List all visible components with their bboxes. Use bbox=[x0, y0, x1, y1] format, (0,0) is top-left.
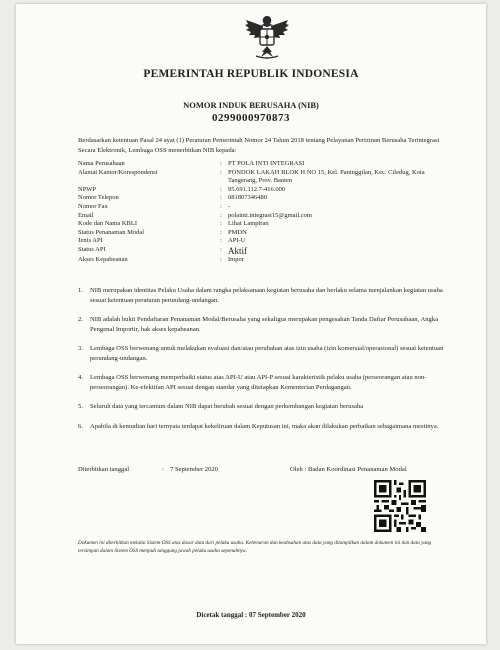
field-label: Nomor Fax bbox=[78, 202, 108, 210]
field-label: Akses Kepabeanan bbox=[78, 255, 128, 263]
field-label: NPWP bbox=[78, 185, 97, 193]
field-npwp: NPWP : 95.691.112.7-416.000 bbox=[78, 186, 448, 195]
field-label: Alamat Kantor/Korespondensi bbox=[78, 168, 158, 176]
garuda-emblem-icon bbox=[242, 12, 292, 62]
field-fax: Nomor Fax : - bbox=[78, 203, 448, 212]
field-customs-access: Akses Kepabeanan : Impor bbox=[78, 256, 448, 265]
field-label: Email bbox=[78, 211, 94, 219]
note-item: 5. Seluruh data yang tercantum dalam NIB dapat berubah sesuai dengan perkembangan kegiatan berusaha bbox=[78, 403, 364, 410]
field-value: PONDOK LAKAH BLOK H NO 15, Kel. Paninggilan, Kec. Ciledug, Kota Tangerang, Prov. Banten bbox=[228, 168, 425, 185]
field-value: Aktif bbox=[228, 245, 247, 256]
field-label: Status Penanaman Modal bbox=[78, 228, 145, 236]
field-kbli: Kode dan Nama KBLI : Lihat Lampiran bbox=[78, 220, 448, 229]
field-value: 95.691.112.7-416.000 bbox=[228, 185, 286, 193]
intro-paragraph: Berdasarkan ketentuan Pasal 24 ayat (1) Peraturan Pemerintah Nomor 24 Tahun 2018 tentang Pelayanan Perizinan Berusaha Terintegrasi Secara Elektronik, Lembaga OSS menerbitkan NIB kepada: bbox=[78, 137, 440, 154]
field-api-type: Jenis API : API-U bbox=[78, 237, 448, 246]
note-item: 3. Lembaga OSS berwenang untuk melakukan evaluasi dan/atau perubahan atas izin usaha (izin komersial/operasional) sesuai ketentuan perundang-undangan. bbox=[78, 345, 444, 362]
field-value: Lihat Lampiran bbox=[228, 220, 269, 228]
note-item: 6. Apabila di kemudian hari ternyata terdapat kekeliruan dalam Keputusan ini, maka akan dilakukan perbaikan sebagaimana mestinya. bbox=[78, 422, 439, 430]
issued-label: Diterbitkan tanggal bbox=[78, 466, 130, 473]
nib-number: 0299000970873 bbox=[212, 112, 290, 124]
field-investment-status: Status Penanaman Modal : PMDN bbox=[78, 229, 448, 238]
printed-date: Dicetak tanggal : 07 September 2020 bbox=[196, 611, 306, 619]
field-company-name: Nama Perusahaan : PT POLA INTI INTEGRASI bbox=[78, 160, 448, 169]
note-item: 4. Lembaga OSS berwenang memperbaiki status atas API-U atau API-P sesuai karakteristik pelaku usaha (perseorangan atau non-perseorangan). Ke-efektifan API sesuai dengan standar yang ditetapkan Kementerian Perdagangan. bbox=[78, 374, 427, 391]
field-label: Status API bbox=[78, 245, 106, 253]
disclaimer-text: Dokumen ini diterbitkan melalui Sistem OSS atas dasar data dari pelaku usaha. Kebenaran dan keabsahan atas data yang ditampilkan dalam dokumen ini dan data yang tersimpan dalam Sistem OSS menjadi tanggung jawab pelaku usaha sepenuhnya. bbox=[78, 540, 432, 554]
field-api-status: Status API : Aktif bbox=[78, 246, 448, 256]
field-label: Nama Perusahaan bbox=[78, 160, 125, 167]
note-item: 1. NIB merupakan identitas Pelaku Usaha dalam rangka pelaksanaan kegiatan berusaha dan berlaku selama menjalankan kegiatan usaha sesuai ketentuan peraturan perundang-undangan. bbox=[78, 287, 443, 304]
field-address: Alamat Kantor/Korespondensi : PONDOK LAKAH BLOK H NO 15, Kel. Paninggilan, Kec. Ciledug, Kota Tangerang, Prov. Banten bbox=[78, 169, 448, 186]
field-value: polainti.integrasi15@gmail.com bbox=[228, 211, 312, 219]
notes-list bbox=[78, 286, 444, 441]
field-value: - bbox=[228, 202, 231, 210]
issued-by: Oleh : Badan Koordinasi Penanaman Modal bbox=[290, 466, 407, 473]
issued-date: 7 September 2020 bbox=[170, 466, 218, 473]
field-value: PT POLA INTI INTEGRASI bbox=[228, 160, 305, 167]
qr-code-icon bbox=[374, 480, 426, 532]
company-fields bbox=[78, 160, 448, 265]
field-email: Email : polainti.integrasi15@gmail.com bbox=[78, 212, 448, 221]
field-label: Kode dan Nama KBLI bbox=[78, 220, 138, 228]
field-value: 081807346480 bbox=[228, 194, 267, 202]
field-label: Jenis API bbox=[78, 237, 103, 245]
issued-line: Diterbitkan tanggal : 7 September 2020 Oleh : Badan Koordinasi Penanaman Modal bbox=[78, 466, 448, 473]
government-title: PEMERINTAH REPUBLIK INDONESIA bbox=[143, 68, 359, 80]
note-item: 2. NIB adalah bukti Pendaftaran Penanaman Modal/Berusaha yang sekaligus merupakan pengesahan Tanda Daftar Perusahaan, Angka Pengenal Importir, hak akses kepabeanan. bbox=[78, 316, 439, 333]
field-value: Impor bbox=[228, 255, 244, 263]
field-value: API-U bbox=[228, 237, 246, 245]
field-label: Nomor Telepon bbox=[78, 194, 119, 202]
document-page bbox=[16, 4, 486, 644]
field-phone: Nomor Telepon : 081807346480 bbox=[78, 194, 448, 203]
document-title: NOMOR INDUK BERUSAHA (NIB) bbox=[183, 100, 319, 110]
field-value: PMDN bbox=[228, 228, 247, 236]
